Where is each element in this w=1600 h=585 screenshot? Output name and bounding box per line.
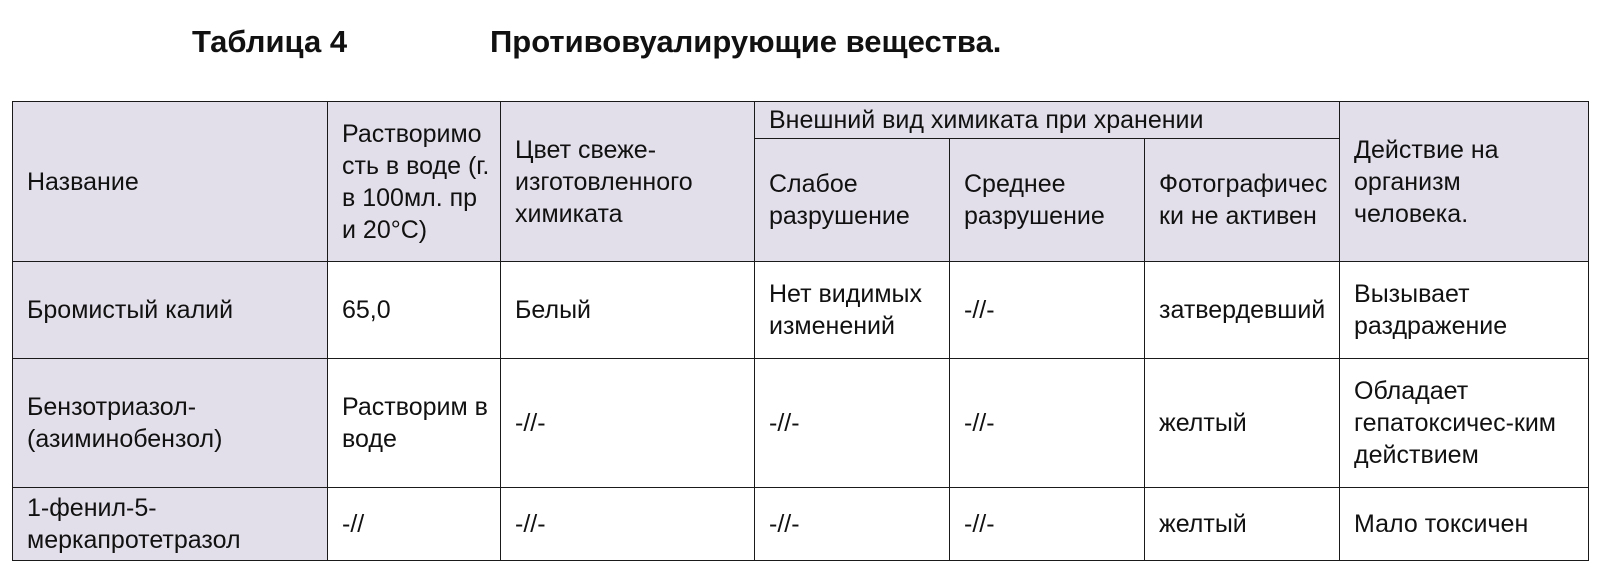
cell-effect: Мало токсичен [1340,488,1589,561]
cell-name: 1-фенил-5-меркапротетразол [13,488,328,561]
header-name: Название [13,102,328,262]
header-solubility: Растворимость в воде (г.в 100мл. при 20°С) [328,102,501,262]
header-color: Цвет свеже-изготовленного химиката [501,102,755,262]
header-photo: Фотографически не активен [1145,139,1340,262]
cell-weak: -//- [755,488,950,561]
header-medium: Среднее разрушение [950,139,1145,262]
cell-color: -//- [501,359,755,488]
cell-effect: Вызывает раздражение [1340,262,1589,359]
cell-effect: Обладает гепатоксичес-ким действием [1340,359,1589,488]
table-row [13,262,1589,359]
cell-weak: -//- [755,359,950,488]
table-number: Таблица 4 [192,24,348,59]
cell-medium: -//- [950,488,1145,561]
header-appearance-group: Внешний вид химиката при хранении [755,102,1340,139]
header-effect: Действие на организм человека. [1340,102,1589,262]
header-weak: Слабое разрушение [755,139,950,262]
cell-photo: затвердевший [1145,262,1340,359]
table-row [13,488,1589,561]
cell-name: Бромистый калий [13,262,328,359]
cell-solubility: 65,0 [328,262,501,359]
cell-photo: желтый [1145,359,1340,488]
cell-photo: желтый [1145,488,1340,561]
table-title: Противовуалирующие вещества. [490,24,1002,59]
cell-medium: -//- [950,262,1145,359]
cell-color: Белый [501,262,755,359]
table-row [13,359,1589,488]
cell-medium: -//- [950,359,1145,488]
cell-name: Бензотриазол-(азиминобензол) [13,359,328,488]
cell-weak: Нет видимых изменений [755,262,950,359]
cell-color: -//- [501,488,755,561]
substances-table [12,101,1589,561]
cell-solubility: Растворим в воде [328,359,501,488]
header-row-top [13,102,1589,139]
cell-solubility: -// [328,488,501,561]
